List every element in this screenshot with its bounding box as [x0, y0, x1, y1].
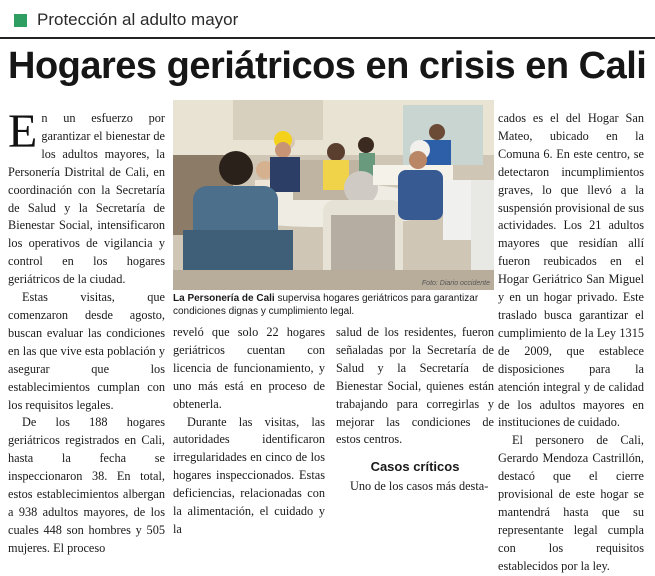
- article-photo: [173, 100, 494, 290]
- col1-paragraph-1: [8, 105, 165, 289]
- caption-lead: La Personería de Cali: [173, 293, 275, 304]
- col2-paragraph-1: reveló que solo 22 hogares geriátricos cuentan con licencia de funcionamiento, y uno más está en proceso de obtenerla.: [173, 325, 325, 411]
- section-header: [14, 10, 238, 30]
- drop-cap: E: [8, 105, 38, 158]
- col3-paragraph-2: Uno de los casos más desta-: [350, 479, 489, 494]
- photo-credit: Foto: Diario occidente: [421, 280, 490, 287]
- subheading-casos-criticos: Casos críticos: [370, 459, 460, 475]
- headline: Hogares geriátricos en crisis en Cali: [8, 45, 647, 87]
- col4-paragraph-1: cados es el del Hogar San Mateo, ubicado en la Comuna 6. En este centro, se detectaron incumplimientos graves, lo que llevó a la suspensión provisional de sus actividades. Los 21 adultos mayores que residían allí fueron reubicados en el Hogar Geriátrico San Miguel y en un hogar privado. Este traslado busca garantizar el cumplimiento de la Ley 1315 de 2009, que establece disposiciones para la atención integral y de calidad de los adultos mayores en instituciones de cuidado.: [498, 111, 644, 430]
- col1-paragraph-2: Estas visitas, que comenzaron desde agosto, buscan evaluar las condiciones en las que vive esta población y asegurar que los establecimientos cumplan con los requisitos legales.: [8, 290, 165, 412]
- col1-paragraph-3: De los 188 hogares geriátricos registrados en Cali, hasta la fecha se inspeccionaron 38. En total, estos establecimientos albergan a 938 adultos mayores, de los cuales 448 son hombres y 505 mujeres. El proceso: [8, 415, 165, 555]
- column-2: [173, 324, 325, 539]
- col2-paragraph-2: Durante las visitas, las autoridades identificaron irregularidades en cinco de los hogares inspeccionados. Estas deficiencias, relacionadas con la alimentación, el cuidado y la: [173, 414, 325, 536]
- col3-paragraph-1: salud de los residentes, fueron señaladas por la Secretaría de Salud y la Secretaría de Bienestar Social, quienes están trabajando para corregirlas y mejorar las condiciones de estos centros.: [336, 325, 494, 447]
- section-label: Protección al adulto mayor: [37, 10, 239, 29]
- section-marker-square: [14, 14, 27, 27]
- column-4: [498, 110, 644, 576]
- column-1: [8, 105, 165, 558]
- section-rule: [0, 37, 655, 39]
- elderly-home-scene: [173, 100, 494, 290]
- photo-caption: [173, 292, 494, 318]
- col1-paragraph-1-text: n un esfuerzo por garantizar el bienestar de los adultos mayores, la Personería Distrital de Cali, en coordinación con la Secretaría de Salud y la Secretaría de Bienestar Social, intensificaron los operativos de vigilancia y control en los hogares geriátricos de la ciudad.: [8, 111, 165, 287]
- caption-text: supervisa hogares geriátricos para garantizar condiciones dignas y cumplimiento legal.: [173, 293, 479, 317]
- column-3: [336, 324, 494, 496]
- col4-paragraph-2: El personero de Cali, Gerardo Mendoza Castrillón, destacó que el cierre provisional de este hogar se mantendrá hasta que su representante legal cumpla con los requisitos establecidos por la ley.: [498, 433, 644, 573]
